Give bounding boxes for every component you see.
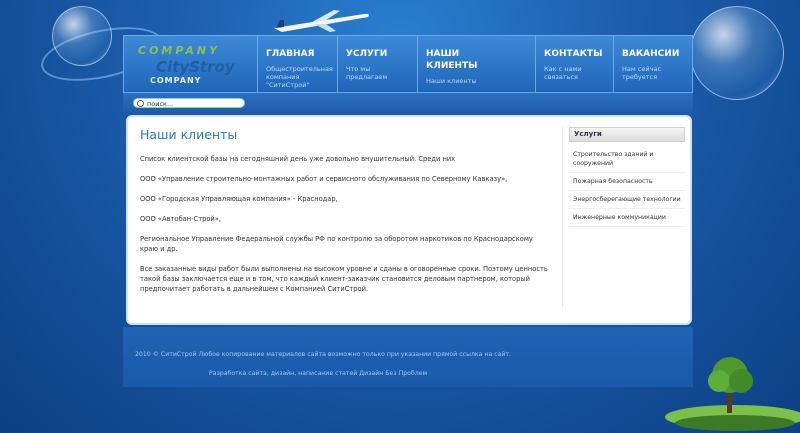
site-container: [123, 35, 693, 387]
nav-item-services[interactable]: [337, 36, 417, 94]
footer: [123, 327, 693, 387]
logo-company-text: COMPANY: [138, 44, 221, 57]
nav-subtitle: Нам сейчас требуется: [622, 65, 662, 81]
sidebar-item-energy-saving[interactable]: Энергосберегающие технологии: [569, 191, 685, 209]
nav-title: НАШИ КЛИЕНТЫ: [426, 49, 478, 71]
sidebar-item-fire-safety[interactable]: Пожарная безопасность: [569, 173, 685, 191]
nav-title: КОНТАКТЫ: [544, 49, 603, 59]
nav-item-clients[interactable]: [417, 36, 535, 94]
nav-item-contacts[interactable]: [535, 36, 613, 94]
nav-subtitle: Как с нами связаться: [544, 65, 582, 81]
sidebar-item-construction[interactable]: Строительство зданий и сооружений: [569, 146, 685, 173]
search-input[interactable]: [133, 98, 245, 108]
sidebar-services: [562, 127, 685, 307]
article-paragraph: Региональное Управление Федеральной службы РФ по контролю за оборотом наркотиков по Краснодарскому краю и др.: [140, 235, 533, 253]
search-icon: [137, 100, 144, 107]
nav-title: ВАКАНСИИ: [622, 49, 680, 59]
footer-copyright: 2010 © СитиСтрой Любое копирование материалов сайта возможно только при указании прямой ссылка на сайт.: [135, 351, 512, 358]
main-article: [140, 127, 552, 304]
header: [123, 35, 693, 93]
article-paragraph: ООО «Городская Управляющая компания» - Краснодар,: [140, 195, 338, 203]
nav-item-home[interactable]: [257, 36, 337, 94]
sidebar-item-engineering[interactable]: Инженерные коммуникации: [569, 209, 685, 227]
airplane-icon: [272, 8, 372, 34]
nav-title: УСЛУГИ: [346, 49, 388, 59]
sidebar-title: Услуги: [569, 127, 685, 142]
article-paragraph: Список клиентской базы на сегодняшний день уже довольно внушительный. Среди них: [140, 155, 456, 163]
page-title: Наши клиенты: [140, 127, 238, 142]
logo-name: CityStroy: [156, 58, 235, 76]
nav-subtitle: Что мы предлагаем: [346, 65, 388, 81]
content-panel: [126, 115, 692, 325]
nav-subtitle: Наши клиенты: [426, 77, 477, 85]
article-paragraph: ООО «Управление строительно-монтажных работ и сервисного обслуживания по Северному Кавказу»,: [140, 175, 508, 183]
article-paragraph: Все заказанные виды работ были выполнены на высоком уровне и сданы в оговоренные сроки. Поэтому ценность такой базы заключается еще и в том, что каждый клиент-заказчик становится деловым партнером, который предпочитает работать в дальнейшем с Компанией СитиСтрой.: [140, 265, 548, 293]
footer-credits[interactable]: Разработка сайта, дизайн, написание статей Дизайн Без Проблем: [209, 370, 428, 377]
nav-subtitle: Общестроительная компания "СитиСтрой": [266, 65, 333, 89]
search-bar: [123, 93, 693, 115]
bubble-decoration-right: [690, 6, 784, 100]
bubble-decoration-left: [52, 6, 112, 66]
logo[interactable]: [136, 46, 254, 88]
nav-item-vacancies[interactable]: [613, 36, 692, 94]
nav-title: ГЛАВНАЯ: [266, 49, 315, 59]
main-nav: [257, 36, 692, 94]
search-placeholder: поиск...: [147, 100, 174, 108]
logo-mirror-text: COMPANY: [150, 76, 202, 85]
article-paragraph: ООО «Автобан-Строй»,: [140, 215, 221, 223]
